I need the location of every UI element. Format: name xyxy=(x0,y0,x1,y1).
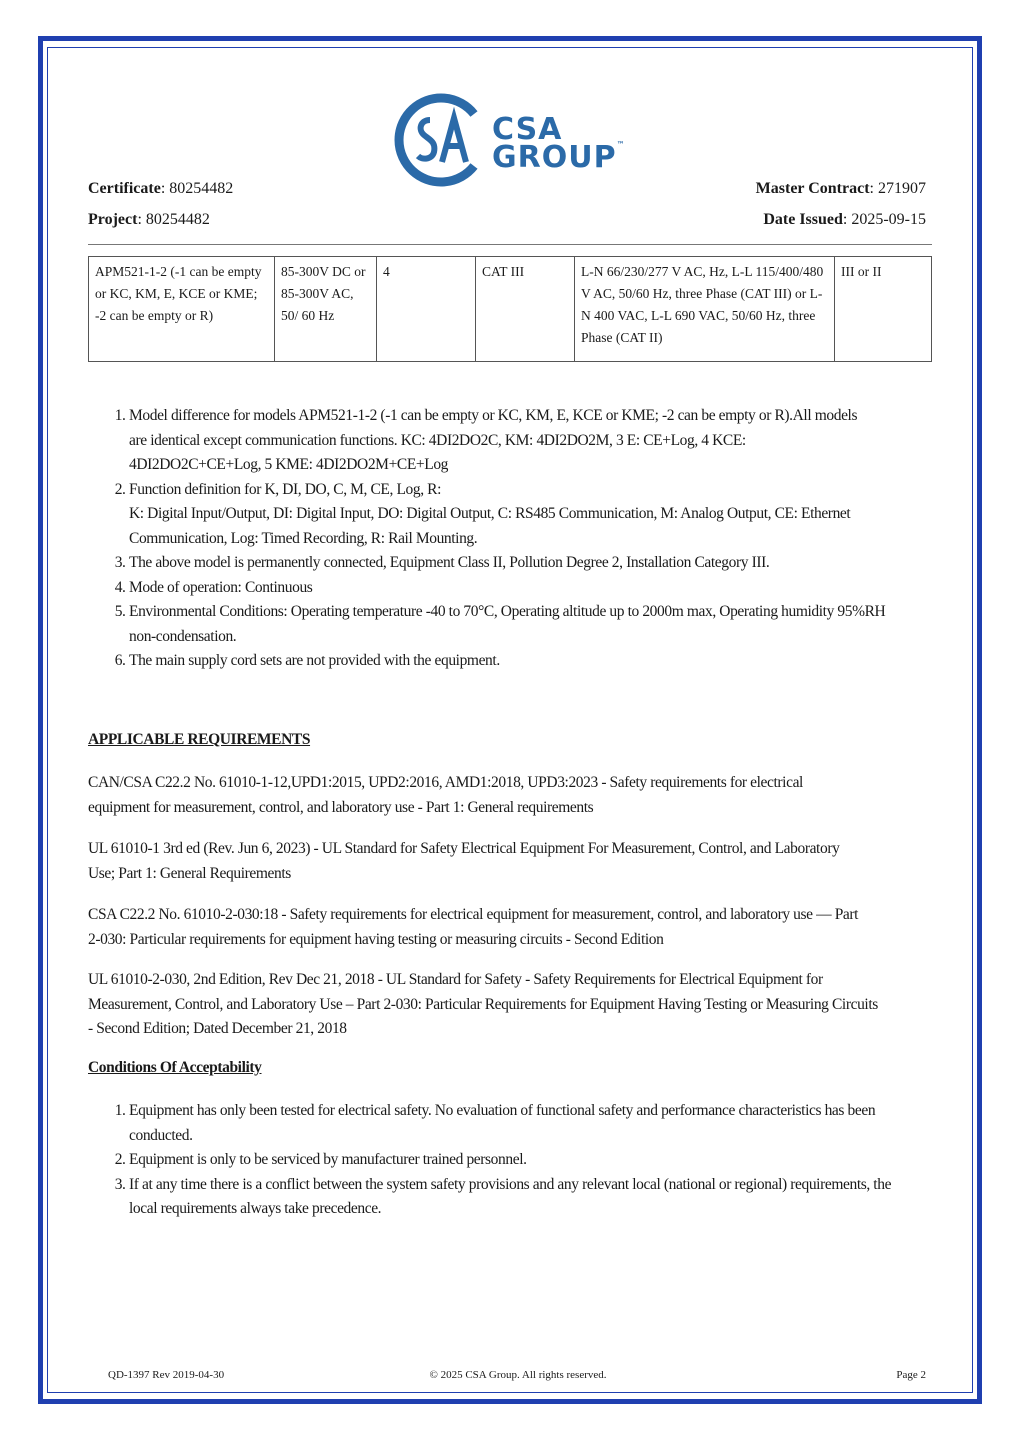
cell-category-range: III or II xyxy=(835,257,932,362)
requirement-item: UL 61010-2-030, 2nd Edition, Rev Dec 21, 2018 - UL Standard for Safety - Safety Requirements for Electrical Equipment for Measurement, Control, and Laboratory Use – Part 2-030: Particular Requirements for Equipment Having Testing or Measuring Circuits - Second Edition; Dated December 21, 2018 xyxy=(88,971,878,1037)
requirement-item: UL 61010-1 3rd ed (Rev. Jun 6, 2023) - UL Standard for Safety Electrical Equipment For Measurement, Control, and Laboratory Use; Part 1: General Requirements xyxy=(88,840,840,882)
conditions-heading: Conditions Of Acceptability xyxy=(88,1059,262,1076)
logo-text-csa: CSA xyxy=(492,112,563,147)
list-item: 3. The above model is permanently connected, Equipment Class II, Pollution Degree 2, Installation Category III. xyxy=(129,551,973,576)
requirement-item: CSA C22.2 No. 61010-2-030:18 - Safety requirements for electrical equipment for measurement, control, and laboratory use — Part 2-030: Particular requirements for equipment having testing or measuring circuits - Second Edition xyxy=(88,906,859,948)
list-item: 1. Model difference for models APM521-1-2 (-1 can be empty or KC, KM, E, KCE or KME; -2 can be empty or R).All models are identical except communication functions. KC: 4DI2DO2C, KM: 4DI2DO2M, 3 E: CE+Log, 4 KCE: 4DI2DO2C+CE+Log, 5 KME: 4DI2DO2M+CE+Log xyxy=(129,404,973,478)
csa-seal-icon xyxy=(392,90,492,190)
list-item: 6. The main supply cord sets are not provided with the equipment. xyxy=(129,649,973,674)
master-contract: Master Contract: 271907 xyxy=(755,180,926,197)
cell-category: CAT III xyxy=(476,257,575,362)
list-item: 5. Environmental Conditions: Operating temperature -40 to 70°C, Operating altitude up to 2000m max, Operating humidity 95%RH non-condensation. xyxy=(129,600,973,649)
footer-copyright: © 2025 CSA Group. All rights reserved. xyxy=(429,1369,607,1381)
certificate-number: Certificate: 80254482 xyxy=(88,180,234,197)
footer-page-number: Page 2 xyxy=(896,1369,926,1381)
cell-measurement-rating: L-N 66/230/277 V AC, Hz, L-L 115/400/480 V AC, 50/60 Hz, three Phase (CAT III) or L-N 400 VAC, L-L 690 VAC, 50/60 Hz, three Phase (CAT II) xyxy=(575,257,835,362)
requirement-item: CAN/CSA C22.2 No. 61010-1-12,UPD1:2015, UPD2:2016, AMD1:2018, UPD3:2023 - Safety requirements for electrical equipment for measurement, control, and laboratory use - Part 1: General requirements xyxy=(88,774,803,816)
csa-group-logo xyxy=(392,90,632,190)
cell-quantity: 4 xyxy=(377,257,476,362)
notes-list xyxy=(88,404,973,674)
date-issued: Date Issued: 2025-09-15 xyxy=(763,211,926,228)
footer-form-id: QD-1397 Rev 2019-04-30 xyxy=(108,1369,225,1381)
logo-text-group: GROUP™ xyxy=(492,140,626,175)
cell-model: APM521-1-2 (-1 can be empty or KC, KM, E, KCE or KME; -2 can be empty or R) xyxy=(89,257,275,362)
list-item: 2. Equipment is only to be serviced by manufacturer trained personnel. xyxy=(129,1148,973,1173)
header-divider xyxy=(88,244,932,245)
list-item: 2. Function definition for K, DI, DO, C, M, CE, Log, R: K: Digital Input/Output, DI: Digital Input, DO: Digital Output, C: RS485 Communication, M: Analog Output, CE: Ethernet Communication, Log: Timed Recording, R: Rail Mounting. xyxy=(129,478,973,552)
applicable-requirements-heading: APPLICABLE REQUIREMENTS xyxy=(88,731,311,748)
cell-supply-voltage: 85-300V DC or 85-300V AC, 50/ 60 Hz xyxy=(275,257,377,362)
list-item: 4. Mode of operation: Continuous xyxy=(129,576,973,601)
conditions-list xyxy=(88,1099,973,1222)
project-number: Project: 80254482 xyxy=(88,211,210,228)
product-rating-table xyxy=(88,256,932,362)
table-row xyxy=(89,257,932,362)
list-item: 3. If at any time there is a conflict between the system safety provisions and any relevant local (national or regional) requirements, the local requirements always take precedence. xyxy=(129,1173,973,1222)
list-item: 1. Equipment has only been tested for electrical safety. No evaluation of functional safety and performance characteristics has been conducted. xyxy=(129,1099,973,1148)
